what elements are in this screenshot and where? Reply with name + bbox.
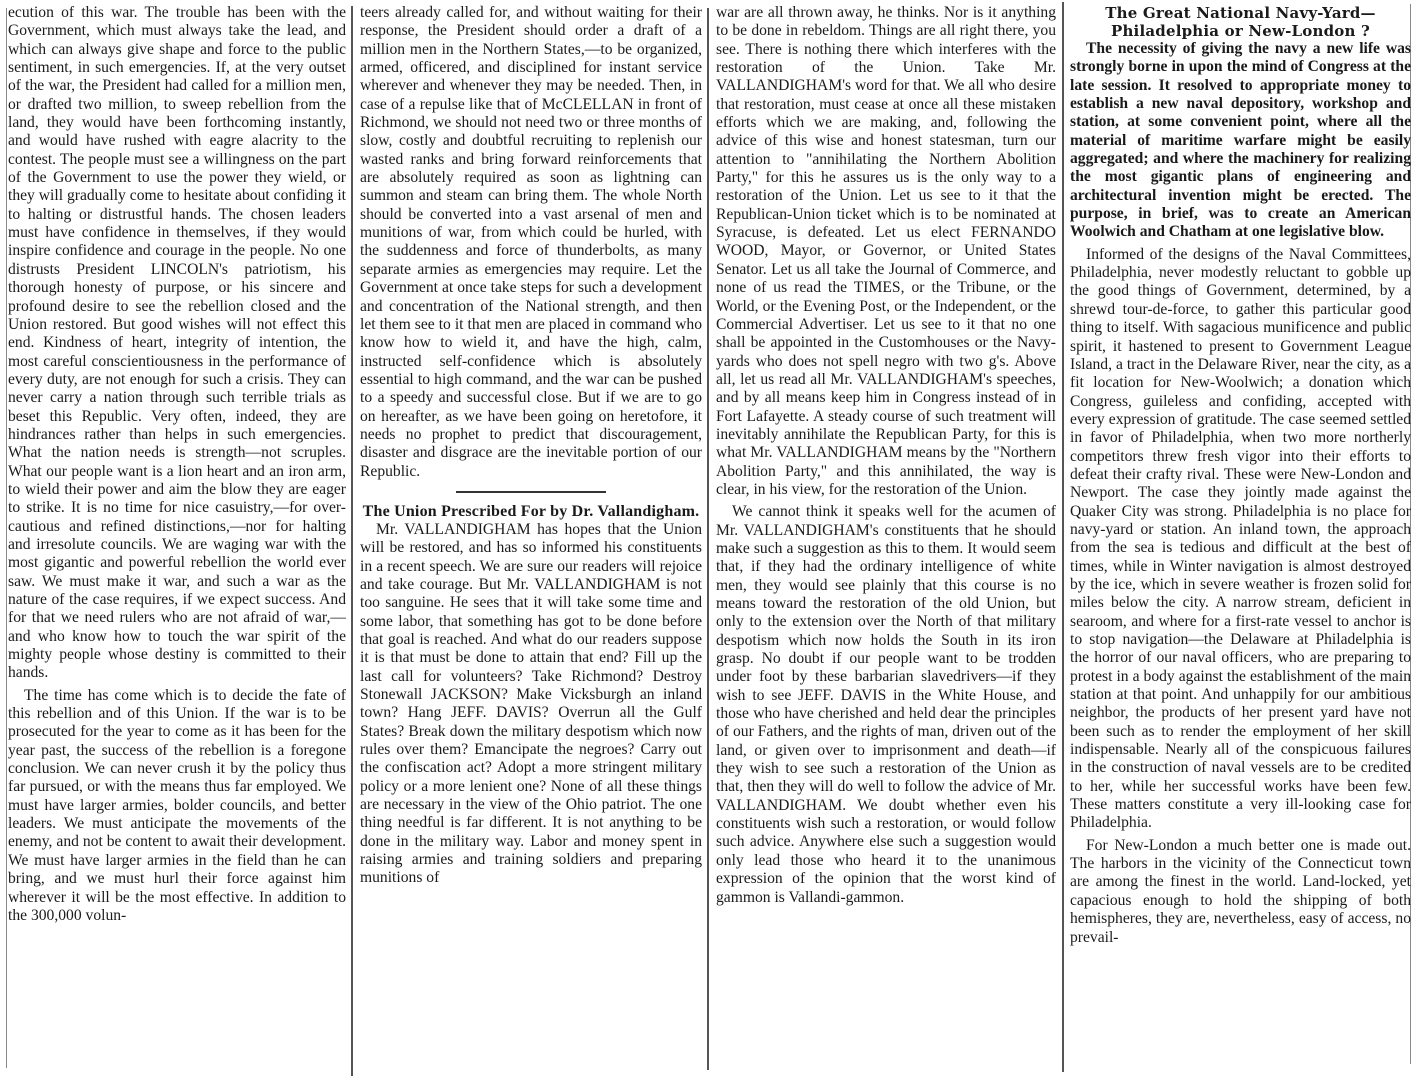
paragraph: We cannot think it speaks well for the acumen of Mr. VALLANDIGHAM's constituents that he should make such a suggestion as this to them. It would seem that, if they had the ordinary intelligence of white men, they would see plainly that this course is no means toward the restoration of the old Union, but only to the extension over the North of that military despotism which now holds the South in its iron grasp. No doubt if our people want to be trodden under foot by these barbarian slavedrivers—if they wish to see JEFF. DAVIS in the White House, and those who have cherished and held dear the principles of our Fathers, and the rights of man, driven out of the land, or given over to imprisonment and death—if they wish to see such a restoration of the Union as that, then they will do well to follow the advice of Mr. VALLANDIGHAM. We doubt whether even his constituents wish such a restoration, or would follow such advice. Anywhere else such a suggestion would only lead those who heard it to the unanimous expression of the opinion that the worst kind of gammon is Vallandi-gammon. — [716, 503, 1056, 906]
paragraph: The time has come which is to decide the fate of this rebellion and of this Union. If the war is to be prosecuted for the year to come as it has been for the year past, the success of the rebellion is a foregone conclusion. We can never crush it by the policy thus far pursued, or with the means thus far employed. We must have larger armies, bolder councils, and better leaders. We must anticipate the movements of the enemy, and not be content to await their development. We must have larger armies in the field than he can bring, and we must hurl their force against him wherever it will be the most effective. In addition to the 300,000 volun- — [8, 686, 346, 924]
paragraph: ecution of this war. The trouble has been with the Government, which must always take the lead, and which can always give shape and force to the public sentiment, in such emergencies. If, at the very outset of the war, the President had called for a million men, or drafted two million, to sweep rebellion from the land, they would have been forthcoming instantly, and would have rushed with eagre alacrity to the contest. The people must see a willingness on the part of the Government to use the power they wield, or they will gradually come to hesitate about confiding it to halting or distrustful hands. The chosen leaders must have confidence in themselves, if they would inspire confidence and courage in the people. No one distrusts President LINCOLN's patriotism, his thorough honesty of purpose, or his sincere and profound desire to see the rebellion closed and the Union restored. But good wishes will not effect this end. Kindness of heart, integrity of intention, the most careful conscientiousness in the performance of every duty, are not enough for such a crisis. They can never carry a nation through such terrible trials as beset this Republic. Very often, indeed, they are hindrances rather than helps in such emergencies. What the nation needs is strength—not scruples. What our people want is a lion heart and an iron arm, to wield their power and aim the blow they are eager to strike. It is no time for nice casuistry,—for over-cautious and refined distinctions,—nor for halting and irresolute councils. We are waging war with the most gigantic and powerful rebellion the world ever saw. We must make it war, and such a war as the nature of the case requires, if we expect success. And for that we need rulers who are not afraid of war,—and who know how to touch the war spirit of the mighty people whose destiny is committed to their hands. — [8, 4, 346, 682]
paragraph: Mr. VALLANDIGHAM has hopes that the Union will be restored, and has so informed his constituents in a recent speech. We are sure our readers will rejoice and take courage. But Mr. VALLANDIGHAM is not too sanguine. He sees that it will take some time and some labor, that something has got to be done before that goal is reached. And what do our readers suppose it is that must be done to attain that end? Fill up the last call for volunteers? Take Richmond? Destroy Stonewall JACKSON? Make Vicksburgh an inland town? Hang JEFF. DAVIS? Overrun all the Gulf States? Break down the military despotism which now rules over them? Emancipate the negroes? Carry out the confiscation act? Adopt a more stringent military policy or a more lenient one? None of all these things are necessary in the view of the Ohio patriot. The one thing needful is far different. It is not anything to be done in the military way. Labor and money spent in raising armies and training soldiers and preparing munitions of — [360, 520, 702, 887]
article-divider — [456, 491, 606, 493]
column-4 — [1062, 0, 1417, 1080]
article-heading: The Great National Navy-Yard—Philadelphia or New-London ? — [1105, 4, 1376, 40]
paragraph: teers already called for, and without waiting for their response, the President should order a draft of a million men in the Northern States,—to be organized, armed, officered, and disciplined for instant service wherever and whenever they may be needed. Then, in case of a repulse like that of McCLELLAN in front of Richmond, we should not need two or three months of slow, costly and doubtful recruiting to replenish our wasted ranks and bring forward reinforcements that are absolutely required as soon as lightning can summon and steam can bring them. The whole North should be converted into a vast arsenal of men and munitions of war, from which could be hurled, with the suddenness and force of thunderbolts, as many separate armies as emergencies may require. Let the Government at once take steps for such a development and concentration of the National strength, and then let them see to it that men are placed in command who know how to wield it, and have the high, calm, instructed self-confidence which is absolutely essential to high command, and the war can be pushed to a speedy and successful close. But if we are to go on hereafter, as we have been going on heretofore, it needs no prophet to predict that discouragement, disaster and disgrace are the inevitable portion of our Republic. — [360, 4, 702, 480]
column-3 — [708, 0, 1062, 1080]
paragraph: war are all thrown away, he thinks. Nor is it anything to be done in rebeldom. Things are all right there, you see. There is nothing there which interferes with the restoration of the Union. Take Mr. VALLANDIGHAM's word for that. We all who desire that restoration, must cease at once all these mistaken efforts which we are making, and, following the advice of this wise and honest statesman, turn our attention to "annihilating the Northern Abolition Party," for this he assures us is the only way to a restoration of the Union. Let us see to it that the Republican-Union ticket which is to be nominated at Syracuse, is defeated. Let us elect FERNANDO WOOD, Mayor, or Governor, or United States Senator. Let us all take the Journal of Commerce, and none of us read the TIMES, or the Tribune, or the World, or the Evening Post, or the Independent, or the Commercial Advertiser. Let us see to it that no one shall be appointed in the Customhouses or the Navy-yards who does not spell negro with two g's. Above all, let us read all Mr. VALLANDIGHAM's speeches, and by all means keep him in Congress instead of in Fort Lafayette. A steady course of such treatment will inevitably annihilate the Republican Party, for this is what Mr. VALLANDIGHAM means by the "Northern Abolition Party," and this annihilated, the way is clear, in his view, for the restoration of the Union. — [716, 4, 1056, 498]
paragraph: For New-London a much better one is made out. The harbors in the vicinity of the Connecticut town are among the finest in the world. Land-locked, yet capacious enough to hold the shipping of both hemispheres, they are, nevertheless, easy of access, no prevail- — [1070, 836, 1411, 946]
column-1 — [0, 0, 352, 1080]
lead-paragraph: The necessity of giving the navy a new life was strongly borne in upon the mind of Congress at the late session. It resolved to appropriate money to establish a new naval depository, workshop and station, at some convenient point, where all the material of maritime warfare might be easily aggregated; and where the machinery for realizing the most gigantic plans of engineering and architectural invention might be erected. The purpose, in brief, was to create an American Woolwich and Chatham at one legislative blow. — [1070, 40, 1411, 241]
article-heading: The Union Prescribed For by Dr. Vallandigham. — [362, 502, 700, 520]
paragraph: Informed of the designs of the Naval Committees, Philadelphia, never modestly reluctant to gobble up the good things of Government, determined, by a shrewd tour-de-force, to gather this particular good thing to itself. With sagacious munificence and public spirit, it hastened to present to Government League Island, a tract in the Delaware River, near the city, as a fit location for New-Woolwich; a donation which Congress, guileless and confiding, accepted with every expression of gratitude. The case seemed settled in favor of Philadelphia, when two more northerly competitors threw fresh vigor into their efforts to defeat their crafty rival. These were New-London and Newport. The case they jointly made against the Quaker City was strong. Philadelphia is no place for navy-yard or station. An inland town, the approach from the sea is tedious and difficult at the best of times, while in Winter navigation is almost destroyed by the ice, which in severe weather is frozen solid for miles below the city. A narrow stream, deficient in searoom, and where for a first-rate vessel to anchor is to stop navigation—the Delaware at Philadelphia is the horror of our naval officers, who are preparing to protest in a body against the establishment of the main station at that point. And unhappily for our ambitious neighbor, the products of her present yard have not been such as to render the employment of her skill indispensable. Nearly all of the conspicuous failures in the construction of naval vessels are to be credited to her, while her successful works have been few. These matters constitute a very ill-looking case for Philadelphia. — [1070, 245, 1411, 832]
column-2 — [352, 0, 708, 1080]
